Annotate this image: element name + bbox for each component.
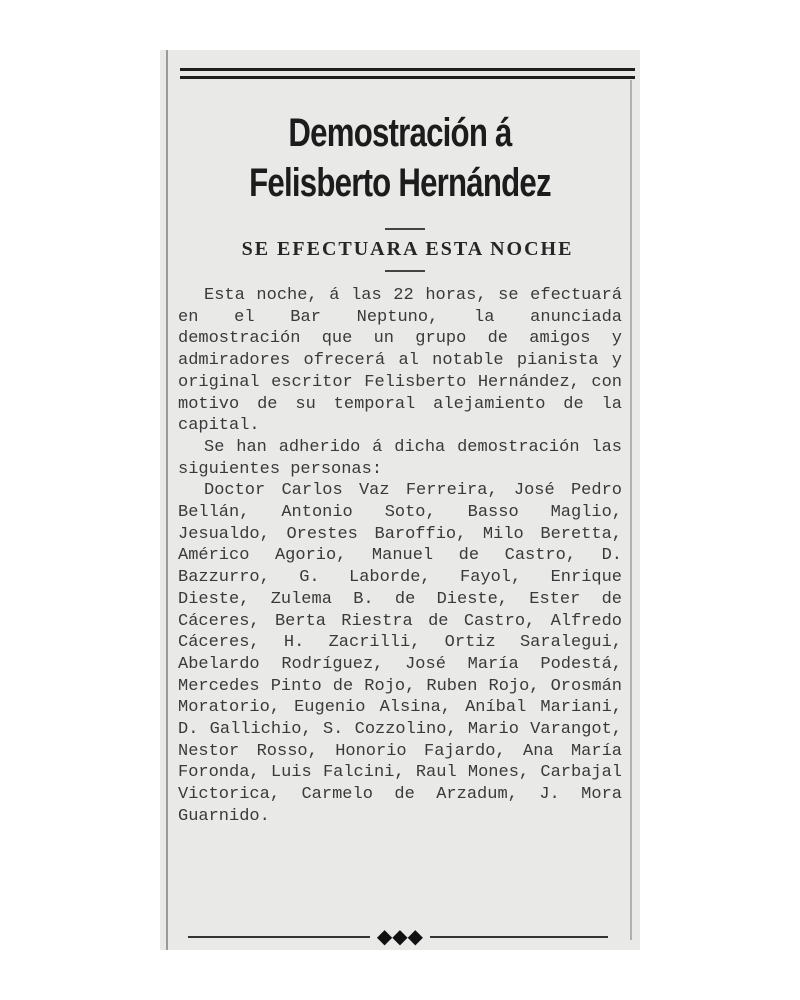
headline: Demostración á Felisberto Hernández <box>249 111 551 205</box>
column-rule-left <box>166 50 168 950</box>
column-rule-right <box>630 80 632 940</box>
paragraph: Doctor Carlos Vaz Ferreira, José Pedro Bellán, Antonio Soto, Basso Maglio, Jesualdo, Orestes Baroffio, Milo Beretta, Américo Agorio, Manuel de Castro, D. Bazzurro, G. Laborde, Fayol, Enrique Dieste, Zulema B. de Dieste, Ester de Cáceres, Berta Riestra de Castro, Alfredo Cáceres, H. Zacrilli, Ortiz Saralegui, Abelardo Rodríguez, José María Podestá, Mercedes Pinto de Rojo, Ruben Rojo, Orosmán Moratorio, Eugenio Alsina, Aníbal Mariani, D. Gallichio, S. Cozzolino, Mario Varangot, Nestor Rosso, Honorio Fajardo, Ana María Foronda, Luis Falcini, Raul Mones, Carbajal Victorica, Carmelo de Arzadum, J. Mora Guarnido. <box>178 481 622 826</box>
top-double-rule <box>180 68 635 84</box>
divider-rule <box>385 270 425 272</box>
article-body <box>178 285 622 828</box>
subheadline: SE EFECTUARA ESTA NOCHE <box>241 238 574 260</box>
divider-rule <box>385 228 425 230</box>
paragraph: Se han adherido á dicha demostración las siguientes personas: <box>178 437 622 479</box>
ornament-icon: ◆◆◆ <box>370 924 430 948</box>
newspaper-clipping <box>160 50 640 950</box>
paragraph: Esta noche, á las 22 horas, se efectuará en el Bar Neptuno, la anunciada demostración que un grupo de amigos y admiradores ofrecerá al notable pianista y original escritor Felisberto Hernández, con motivo de su temporal alejamiento de la capital. <box>178 286 622 436</box>
